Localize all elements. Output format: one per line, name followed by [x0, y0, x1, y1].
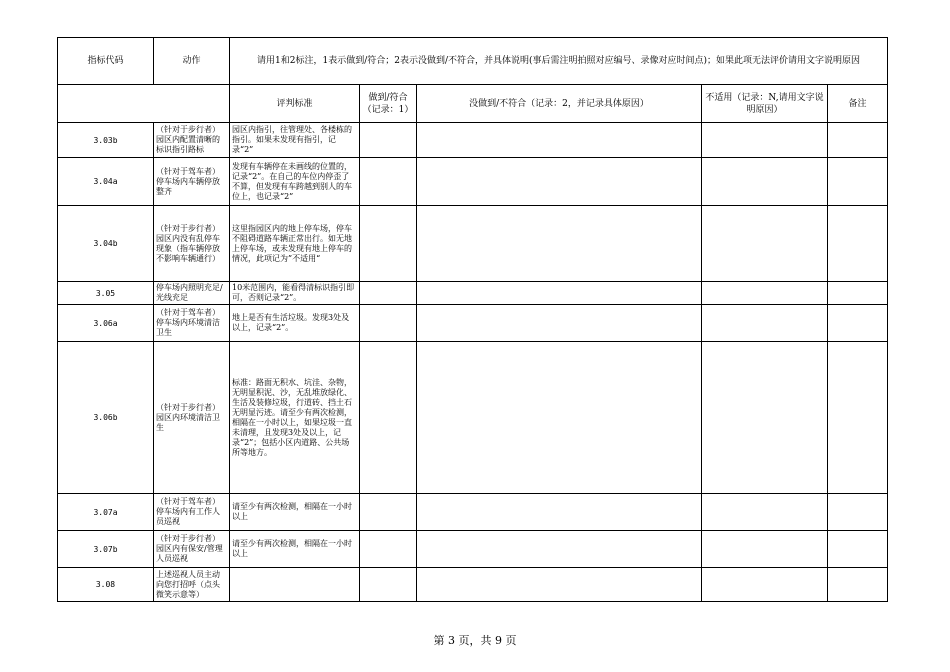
header-instruction: 请用1和2标注，1表示做到/符合；2表示没做到/不符合，并具体说明(事后需注明拍照对应编号、录像对应时间点)；如果此项无法评价请用文字说明原因: [230, 38, 888, 85]
row-criteria: 请至少有两次检测，相隔在一小时以上: [230, 531, 360, 568]
cell-na[interactable]: [702, 206, 828, 282]
cell-no[interactable]: [417, 123, 702, 158]
row-criteria: [230, 568, 360, 602]
header-blank-action: [154, 85, 230, 123]
cell-na[interactable]: [702, 158, 828, 206]
header-note: 备注: [828, 85, 888, 123]
cell-yes[interactable]: [360, 568, 417, 602]
row-code: 3.04a: [58, 158, 154, 206]
cell-yes[interactable]: [360, 342, 417, 494]
header-criteria: 评判标准: [230, 85, 360, 123]
table-row: [58, 158, 888, 206]
cell-yes[interactable]: [360, 158, 417, 206]
cell-na[interactable]: [702, 123, 828, 158]
cell-note[interactable]: [828, 158, 888, 206]
cell-note[interactable]: [828, 342, 888, 494]
cell-na[interactable]: [702, 305, 828, 342]
row-criteria: 园区内指引，往管理处、各楼栋的指引。如果未发现有指引，记录“2”: [230, 123, 360, 158]
cell-note[interactable]: [828, 568, 888, 602]
cell-no[interactable]: [417, 158, 702, 206]
row-code: 3.06b: [58, 342, 154, 494]
table-row: [58, 494, 888, 531]
row-action: （针对于驾车者）停车场内环境清洁卫生: [154, 305, 230, 342]
row-code: 3.07a: [58, 494, 154, 531]
cell-no[interactable]: [417, 305, 702, 342]
row-code: 3.06a: [58, 305, 154, 342]
row-code: 3.04b: [58, 206, 154, 282]
row-action: （针对于驾车者）停车场内有工作人员巡视: [154, 494, 230, 531]
row-action: （针对于步行者）园区内有保安/管理人员巡视: [154, 531, 230, 568]
row-action: （针对于步行者）园区内没有乱停车现象（指车辆停放不影响车辆通行）: [154, 206, 230, 282]
cell-no[interactable]: [417, 206, 702, 282]
row-action: （针对于驾车者）停车场内车辆停放整齐: [154, 158, 230, 206]
cell-note[interactable]: [828, 531, 888, 568]
cell-yes[interactable]: [360, 206, 417, 282]
row-code: 3.05: [58, 282, 154, 305]
row-criteria: 地上是否有生活垃圾。发现3处及以上，记录“2”。: [230, 305, 360, 342]
row-action: 停车场内照明充足/光线充足: [154, 282, 230, 305]
cell-na[interactable]: [702, 494, 828, 531]
cell-no[interactable]: [417, 282, 702, 305]
cell-note[interactable]: [828, 123, 888, 158]
cell-yes[interactable]: [360, 531, 417, 568]
cell-no[interactable]: [417, 494, 702, 531]
cell-note[interactable]: [828, 494, 888, 531]
evaluation-sheet: [57, 37, 888, 602]
table-row: [58, 282, 888, 305]
cell-na[interactable]: [702, 282, 828, 305]
header-blank-code: [58, 85, 154, 123]
table-row: [58, 206, 888, 282]
cell-yes[interactable]: [360, 123, 417, 158]
cell-yes[interactable]: [360, 494, 417, 531]
cell-yes[interactable]: [360, 305, 417, 342]
cell-no[interactable]: [417, 531, 702, 568]
header-action: 动作: [154, 38, 230, 85]
cell-note[interactable]: [828, 282, 888, 305]
cell-na[interactable]: [702, 568, 828, 602]
row-criteria: 发现有车辆停在未画线的位置的，记录“2”。在自己的车位内停歪了不算，但发现有车跨越到别人的车位上，也记录“2”: [230, 158, 360, 206]
table-row: [58, 123, 888, 158]
row-action: 上述巡视人员主动向您打招呼（点头微笑示意等）: [154, 568, 230, 602]
cell-yes[interactable]: [360, 282, 417, 305]
row-code: 3.07b: [58, 531, 154, 568]
cell-note[interactable]: [828, 206, 888, 282]
row-criteria: 标准：路面无积水、坑洼、杂物，无明显积泥、沙，无乱堆放绿化、生活及装修垃圾，行道砖、挡土石无明显污迹。请至少有两次检测，相隔在一小时以上，如果垃圾一直未清理，且发现3处及以上，记录“2”；包括小区内道路、公共场所等地方。: [230, 342, 360, 494]
header-code: 指标代码: [58, 38, 154, 85]
header-no: 没做到/不符合（记录：2，并记录具体原因）: [417, 85, 702, 123]
cell-na[interactable]: [702, 531, 828, 568]
table-row: [58, 531, 888, 568]
table-row: [58, 342, 888, 494]
cell-na[interactable]: [702, 342, 828, 494]
row-action: （针对于步行者）园区内环境清洁卫生: [154, 342, 230, 494]
table-row: [58, 568, 888, 602]
row-criteria: 请至少有两次检测，相隔在一小时以上: [230, 494, 360, 531]
row-criteria: 10米范围内，能看得清标识指引即可，否则记录“2”。: [230, 282, 360, 305]
page-number: 第 3 页，共 9 页: [433, 634, 517, 647]
cell-no[interactable]: [417, 568, 702, 602]
header-na: 不适用（记录：N,请用文字说明原因）: [702, 85, 828, 123]
cell-no[interactable]: [417, 342, 702, 494]
table-row: [58, 305, 888, 342]
row-code: 3.08: [58, 568, 154, 602]
header-yes: 做到/符合（记录：1）: [360, 85, 417, 123]
row-action: （针对于步行者）园区内配置清晰的标识指引路标: [154, 123, 230, 158]
row-code: 3.03b: [58, 123, 154, 158]
cell-note[interactable]: [828, 305, 888, 342]
row-criteria: 这里指园区内的地上停车场，停车不阻碍道路车辆正常出行。如无地上停车场，或未发现有地上停车的情况，此项记为”不适用“: [230, 206, 360, 282]
